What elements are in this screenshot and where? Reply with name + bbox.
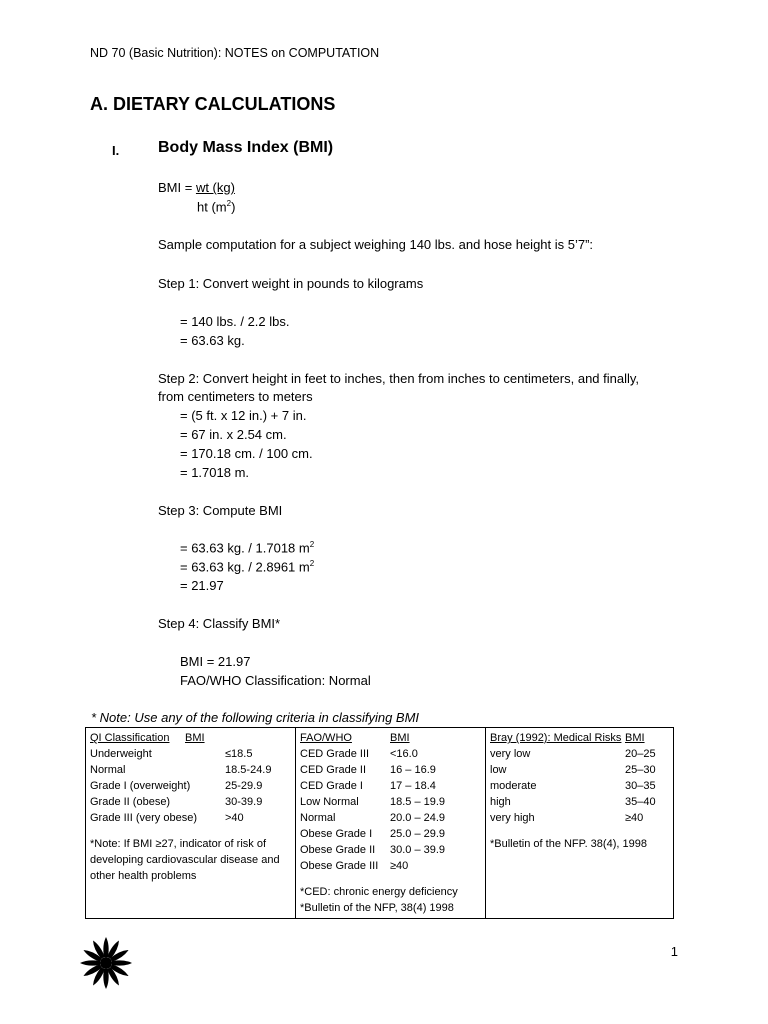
row-value: 17 – 18.4 (390, 780, 436, 792)
table-row (300, 842, 481, 858)
step2-line: = 67 in. x 2.54 cm. (180, 427, 287, 442)
formula-superscript: 2 (226, 199, 232, 208)
formula-denominator-text: ht (m (197, 199, 227, 215)
row-label: Grade III (very obese) (90, 812, 197, 824)
row-label: low (490, 764, 507, 776)
intro-text: Sample computation for a subject weighing 140 lbs. and hose height is 5’7”: (158, 237, 594, 252)
row-value: ≥40 (625, 812, 644, 824)
step1-title: Step 1: Convert weight in pounds to kilograms (158, 276, 424, 291)
row-value: ≤18.5 (225, 748, 253, 760)
step4-line: FAO/WHO Classification: Normal (180, 673, 371, 688)
subsection-title: Body Mass Index (BMI) (158, 139, 334, 156)
step3-line: = 21.97 (180, 578, 224, 593)
table-header-row (490, 730, 669, 746)
table-header-row (300, 730, 481, 746)
formula-denominator-close: ) (231, 199, 236, 215)
row-label: Underweight (90, 748, 152, 760)
table-row (490, 794, 669, 810)
row-value: 25-29.9 (225, 780, 263, 792)
bray-column (486, 728, 674, 919)
step1-line: = 63.63 kg. (180, 333, 245, 348)
row-label: very low (490, 748, 531, 760)
step1-line: = 140 lbs. / 2.2 lbs. (180, 314, 290, 329)
criteria-note: * Note: Use any of the following criteria in classifying BMI (91, 710, 420, 725)
row-label: high (490, 796, 511, 808)
table-row (90, 746, 291, 762)
row-label: Normal (90, 764, 126, 776)
row-label: Obese Grade I (300, 828, 373, 840)
row-value: 30–35 (625, 780, 656, 792)
row-value: 35–40 (625, 796, 656, 808)
table-row (300, 746, 481, 762)
row-value: 25.0 – 29.9 (390, 828, 446, 840)
row-label: CED Grade I (300, 780, 363, 792)
step3-line (180, 540, 314, 555)
column-header: Bray (1992): Medical Risks (490, 732, 622, 744)
step3-line-text: = 63.63 kg. / 2.8961 m (180, 559, 310, 575)
step2-line: = (5 ft. x 12 in.) + 7 in. (180, 408, 307, 423)
row-label: Grade I (overweight) (90, 780, 191, 792)
column-header: BMI (625, 732, 645, 744)
step2-title: Step 2: Convert height in feet to inches, then from inches to centimeters, and finally, (158, 371, 640, 386)
table-row (300, 778, 481, 794)
table-row (300, 762, 481, 778)
qi-footnote: *Note: If BMI ≥27, indicator of risk of developing cardiovascular disease and other health problems (90, 838, 280, 882)
qi-classification-column (86, 728, 296, 919)
sunburst-logo-icon (78, 930, 134, 1000)
row-label: CED Grade II (300, 764, 367, 776)
table-row (90, 794, 291, 810)
fao-footnote: *CED: chronic energy deficiency (300, 886, 458, 898)
step3-line-text: = 63.63 kg. / 1.7018 m (180, 540, 310, 556)
row-label: Obese Grade III (300, 860, 379, 872)
formula-numerator: wt (kg) (195, 180, 235, 195)
section-title: A. DIETARY CALCULATIONS (90, 94, 336, 114)
formula-lhs: BMI = (158, 180, 196, 195)
formula-denominator (197, 199, 235, 214)
row-value: 20.0 – 24.9 (390, 812, 446, 824)
row-value: 25–30 (625, 764, 656, 776)
column-header: BMI (390, 732, 410, 744)
bray-footnote: *Bulletin of the NFP. 38(4), 1998 (490, 838, 647, 850)
table-row (300, 810, 481, 826)
step3-superscript: 2 (309, 540, 315, 549)
step2-title-cont: from centimeters to meters (158, 389, 313, 404)
row-value: 30-39.9 (225, 796, 263, 808)
table-row (300, 826, 481, 842)
step3-line (180, 559, 314, 574)
row-label: Low Normal (300, 796, 359, 808)
table-row (490, 762, 669, 778)
page-number: 1 (670, 944, 678, 959)
row-label: moderate (490, 780, 537, 792)
row-label: Normal (300, 812, 336, 824)
table-header-row (90, 730, 291, 746)
bmi-formula (158, 180, 235, 195)
row-label: CED Grade III (300, 748, 370, 760)
row-value: 20–25 (625, 748, 656, 760)
table-row (90, 810, 291, 826)
subsection-number: I. (112, 143, 120, 158)
table-row (300, 858, 481, 874)
table-row (90, 762, 291, 778)
step3-superscript: 2 (309, 559, 315, 568)
step2-line: = 1.7018 m. (180, 465, 250, 480)
step3-title: Step 3: Compute BMI (158, 503, 283, 518)
table-row (490, 746, 669, 762)
row-value: 18.5-24.9 (225, 764, 272, 776)
table-row (490, 778, 669, 794)
table-row (90, 778, 291, 794)
page-header: ND 70 (Basic Nutrition): NOTES on COMPUTATION (90, 46, 380, 60)
row-value: <16.0 (390, 748, 418, 760)
step2-line: = 170.18 cm. / 100 cm. (180, 446, 313, 461)
row-value: ≥40 (390, 860, 409, 872)
step4-title: Step 4: Classify BMI* (158, 616, 281, 631)
row-value: >40 (225, 812, 244, 824)
column-header: FAO/WHO (300, 732, 352, 744)
column-header: QI Classification (90, 732, 170, 744)
step4-line: BMI = 21.97 (180, 654, 251, 669)
table-row (490, 810, 669, 826)
row-value: 18.5 – 19.9 (390, 796, 446, 808)
row-value: 30.0 – 39.9 (390, 844, 446, 856)
column-header: BMI (185, 732, 205, 744)
row-label: Obese Grade II (300, 844, 376, 856)
fao-who-column (296, 728, 486, 919)
bmi-criteria-table (85, 727, 674, 919)
table-row (300, 794, 481, 810)
fao-footnote: *Bulletin of the NFP, 38(4) 1998 (300, 902, 454, 914)
row-label: Grade II (obese) (90, 796, 171, 808)
row-label: very high (490, 812, 535, 824)
row-value: 16 – 16.9 (390, 764, 436, 776)
